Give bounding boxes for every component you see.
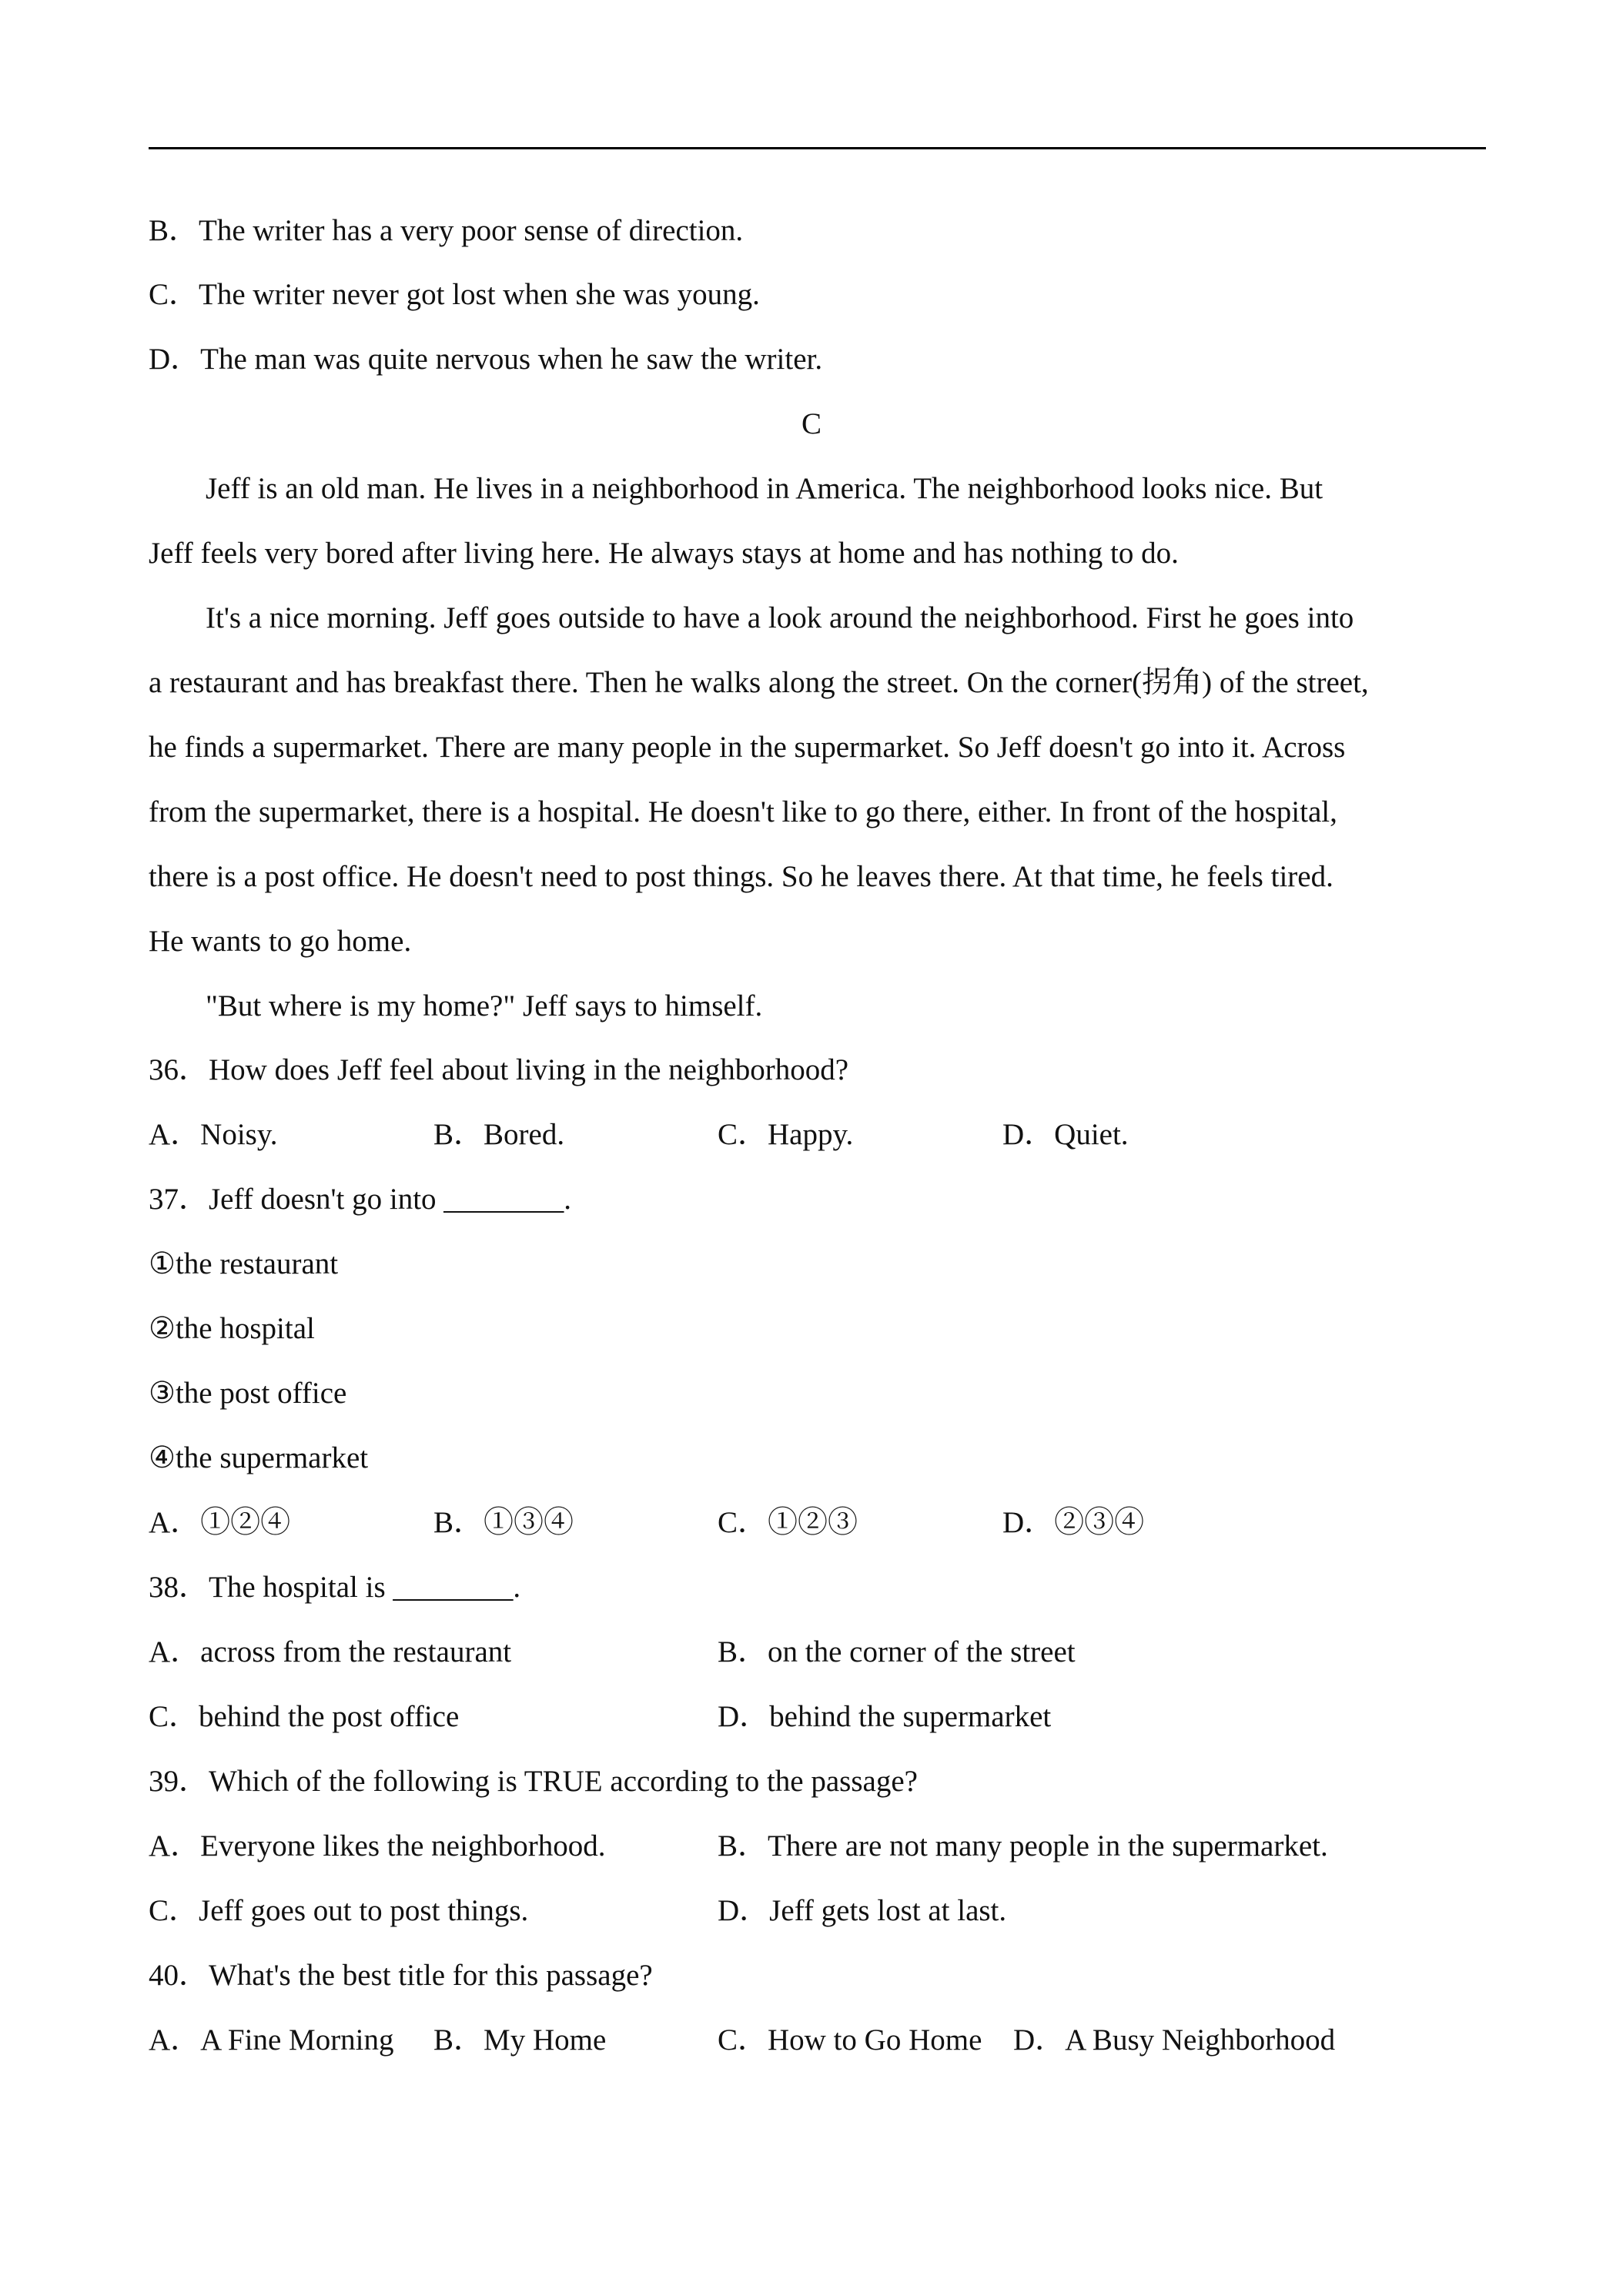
passage-line: from the supermarket, there is a hospital. He doesn't like to go there, either. In front of the hospital, bbox=[149, 795, 1337, 828]
question-36-stem: 36．How does Jeff feel about living in the neighborhood? bbox=[149, 1053, 849, 1086]
passage-line: It's a nice morning. Jeff goes outside to have a look around the neighborhood. First he goes into bbox=[206, 601, 1354, 634]
passage-line: he finds a supermarket. There are many people in the supermarket. So Jeff doesn't go into it. Across bbox=[149, 731, 1346, 764]
prev-option-b: B．The writer has a very poor sense of direction. bbox=[149, 214, 744, 247]
q39-option-c: C．Jeff goes out to post things. bbox=[149, 1894, 529, 1927]
q36-option-d: D．Quiet. bbox=[1002, 1118, 1129, 1151]
q38-option-b: B．on the corner of the street bbox=[718, 1635, 1076, 1668]
passage-line: "But where is my home?" Jeff says to himself. bbox=[206, 989, 763, 1022]
passage-line: Jeff feels very bored after living here. He always stays at home and has nothing to do. bbox=[149, 537, 1179, 570]
q39-option-a: A．Everyone likes the neighborhood. bbox=[149, 1829, 606, 1863]
q40-option-a: A．A Fine Morning bbox=[149, 2023, 394, 2057]
question-38-stem: 38．The hospital is ________. bbox=[149, 1571, 521, 1604]
prev-option-c: C．The writer never got lost when she was young. bbox=[149, 278, 760, 311]
q37-option-c: C．①②③ bbox=[718, 1506, 858, 1539]
q37-option-d: D．②③④ bbox=[1002, 1506, 1145, 1539]
q36-option-a: A．Noisy. bbox=[149, 1118, 278, 1151]
question-39-stem: 39．Which of the following is TRUE according to the passage? bbox=[149, 1765, 918, 1798]
q36-option-b: B．Bored. bbox=[433, 1118, 565, 1151]
question-37-stem: 37．Jeff doesn't go into ________. bbox=[149, 1183, 572, 1216]
q37-item-4: ④the supermarket bbox=[149, 1441, 369, 1474]
passage-line: there is a post office. He doesn't need to post things. So he leaves there. At that time, he feels tired. bbox=[149, 860, 1334, 893]
section-label: C bbox=[801, 407, 822, 440]
q37-item-2: ②the hospital bbox=[149, 1312, 315, 1345]
prev-option-d: D．The man was quite nervous when he saw the writer. bbox=[149, 343, 823, 376]
q40-option-c: C．How to Go Home bbox=[718, 2023, 982, 2057]
q39-option-d: D．Jeff gets lost at last. bbox=[718, 1894, 1007, 1927]
q36-option-c: C．Happy. bbox=[718, 1118, 854, 1151]
q40-option-b: B．My Home bbox=[433, 2023, 607, 2057]
question-40-stem: 40．What's the best title for this passage? bbox=[149, 1959, 653, 1992]
q38-option-a: A．across from the restaurant bbox=[149, 1635, 512, 1668]
passage-line: He wants to go home. bbox=[149, 925, 412, 958]
q38-option-d: D．behind the supermarket bbox=[718, 1700, 1052, 1733]
q37-item-1: ①the restaurant bbox=[149, 1247, 339, 1280]
header-rule bbox=[149, 147, 1486, 149]
q38-option-c: C．behind the post office bbox=[149, 1700, 460, 1733]
q37-item-3: ③the post office bbox=[149, 1377, 347, 1410]
q37-option-a: A．①②④ bbox=[149, 1506, 291, 1539]
q39-option-b: B．There are not many people in the supermarket. bbox=[718, 1829, 1328, 1863]
q37-option-b: B．①③④ bbox=[433, 1506, 574, 1539]
q40-option-d: D．A Busy Neighborhood bbox=[1013, 2023, 1336, 2057]
passage-line: a restaurant and has breakfast there. Then he walks along the street. On the corner(拐角) of the street, bbox=[149, 666, 1369, 699]
passage-line: Jeff is an old man. He lives in a neighborhood in America. The neighborhood looks nice. But bbox=[206, 472, 1323, 505]
